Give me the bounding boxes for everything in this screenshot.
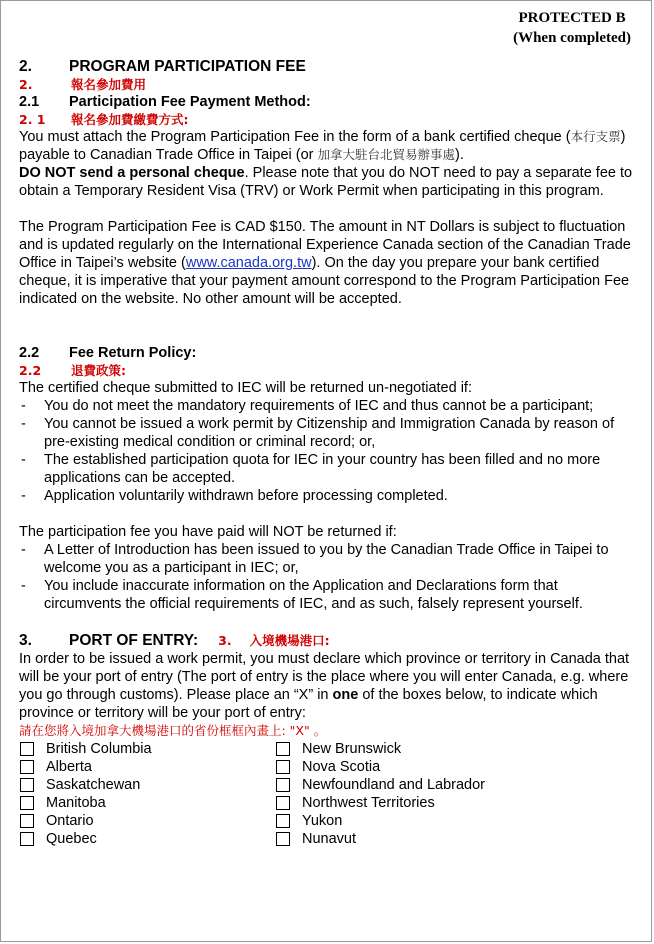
- port-instruction-zh: 請在您將入境加拿大機場港口的省份框框內畫上: "X" 。: [19, 723, 327, 738]
- fee-amount-paragraph: [19, 218, 639, 308]
- document-body: [19, 57, 639, 848]
- province-label: New Brunswick: [302, 741, 402, 757]
- checkbox[interactable]: [276, 760, 290, 774]
- checkbox[interactable]: [20, 760, 34, 774]
- section-3-number-zh: 3.: [218, 633, 232, 648]
- section-2-1-heading-zh: [19, 111, 639, 128]
- payment-text: . Please note that you do NOT need to pay a separate fee to obtain a Temporary Resident Visa (TRV) or Work Permit when participating in this program.: [19, 165, 633, 199]
- province-option-alberta[interactable]: [19, 758, 275, 776]
- province-option-saskatchewan[interactable]: [19, 776, 275, 794]
- payment-method-paragraph: [19, 128, 639, 200]
- payment-text: ).: [455, 147, 464, 163]
- checkbox[interactable]: [276, 778, 290, 792]
- list-item: - A Letter of Introduction has been issued to you by the Canadian Trade Office in Taipei to welcome you as a participant in IEC; or,: [19, 541, 639, 577]
- list-item: - You cannot be issued a work permit by Citizenship and Immigration Canada by reason of pre-existing medical condition or criminal record; or,: [19, 415, 639, 451]
- section-2-1-title-zh: 報名參加費繳費方式:: [71, 112, 189, 127]
- one-emphasis: one: [332, 687, 359, 703]
- port-text: of the boxes below, to indicate which province or territory will be your port of entry:: [19, 687, 598, 721]
- list-item: - The established participation quota for IEC in your country has been filled and no more applications can be accepted.: [19, 451, 639, 487]
- province-option-ontario[interactable]: [19, 812, 275, 830]
- province-option-manitoba[interactable]: [19, 794, 275, 812]
- list-item: - You include inaccurate information on the Application and Declarations form that circumvents the official requirements of IEC, and as such, falsely represent yourself.: [19, 577, 639, 613]
- province-label: Northwest Territories: [302, 795, 435, 811]
- port-of-entry-paragraph: [19, 650, 639, 722]
- section-3-heading-zh: [218, 631, 329, 650]
- fee-text: The Program Participation Fee is CAD $150. The amount in NT Dollars is subject to fluctuation and is updated regularly on the International Experience Canada section of the Canadian Trade Office in Taipei’s website (: [19, 219, 631, 271]
- section-3-number: 3.: [19, 632, 32, 649]
- non-return-intro: The participation fee you have paid will NOT be returned if:: [19, 524, 397, 540]
- canada-website-link[interactable]: www.canada.org.tw: [185, 255, 312, 271]
- bank-cheque-zh: 本行支票: [570, 129, 621, 144]
- province-label: Ontario: [46, 813, 94, 829]
- section-2-2-title: Fee Return Policy:: [69, 345, 197, 361]
- protected-label: PROTECTED B: [518, 10, 626, 26]
- checkbox[interactable]: [276, 814, 290, 828]
- protected-b-header: [513, 8, 631, 48]
- province-label: Nova Scotia: [302, 759, 381, 775]
- section-3-title: PORT OF ENTRY:: [69, 632, 199, 649]
- section-2-2-heading-zh: [19, 362, 639, 379]
- section-2-title: PROGRAM PARTICIPATION FEE: [69, 58, 306, 75]
- section-2-heading-zh: [19, 76, 639, 93]
- list-item: - You do not meet the mandatory requirements of IEC and thus cannot be a participant;: [19, 397, 639, 415]
- return-intro: The certified cheque submitted to IEC will be returned un-negotiated if:: [19, 380, 472, 396]
- province-option-newfoundland[interactable]: [275, 776, 575, 794]
- section-3-title-zh: 入境機場港口:: [249, 633, 330, 648]
- checkbox[interactable]: [20, 796, 34, 810]
- province-label: Newfoundland and Labrador: [302, 777, 485, 793]
- payment-text: ) payable to Canadian Trade Office in Taipei (or: [19, 129, 626, 163]
- checkbox[interactable]: [20, 778, 34, 792]
- province-option-british-columbia[interactable]: [19, 740, 275, 758]
- payment-text: You must attach the Program Participation Fee in the form of a bank certified cheque (: [19, 129, 571, 145]
- province-option-yukon[interactable]: [275, 812, 575, 830]
- checkbox[interactable]: [20, 742, 34, 756]
- section-3-heading: [19, 631, 639, 650]
- list-item: - Application voluntarily withdrawn before processing completed.: [19, 487, 639, 505]
- section-2-2-heading: [19, 344, 639, 362]
- section-2-1-heading: [19, 93, 639, 111]
- no-personal-cheque-warning: DO NOT send a personal cheque: [19, 165, 245, 181]
- fee-text: ). On the day you prepare your bank certified cheque, it is imperative that your payment amount correspond to the Program Participation Fee indicated on the website. No other amount will be accepted.: [19, 255, 630, 307]
- section-2-1-number-zh: 2. 1: [19, 112, 46, 127]
- section-2-number: 2.: [19, 58, 32, 75]
- province-checkbox-grid: [19, 740, 639, 848]
- province-label: Nunavut: [302, 831, 357, 847]
- section-2-2-title-zh: 退費政策:: [71, 363, 126, 378]
- when-completed-label: (When completed): [513, 30, 631, 46]
- section-2-2-number-zh: 2.2: [19, 363, 42, 378]
- province-option-quebec[interactable]: [19, 830, 275, 848]
- province-option-nunavut[interactable]: [275, 830, 575, 848]
- non-return-conditions-list: [19, 541, 639, 613]
- province-label: Yukon: [302, 813, 343, 829]
- checkbox[interactable]: [20, 814, 34, 828]
- province-option-new-brunswick[interactable]: [275, 740, 575, 758]
- section-2-1-title: Participation Fee Payment Method:: [69, 94, 311, 110]
- province-label: Quebec: [46, 831, 97, 847]
- checkbox[interactable]: [20, 832, 34, 846]
- province-label: Alberta: [46, 759, 92, 775]
- province-label: British Columbia: [46, 741, 152, 757]
- section-2-number-zh: 2.: [19, 77, 33, 92]
- trade-office-zh: 加拿大駐台北貿易辦事處: [317, 147, 456, 162]
- checkbox[interactable]: [276, 832, 290, 846]
- province-label: Saskatchewan: [46, 777, 141, 793]
- checkbox[interactable]: [276, 742, 290, 756]
- checkbox[interactable]: [276, 796, 290, 810]
- province-label: Manitoba: [46, 795, 106, 811]
- section-2-1-number: 2.1: [19, 94, 40, 110]
- province-option-nova-scotia[interactable]: [275, 758, 575, 776]
- province-option-northwest-territories[interactable]: [275, 794, 575, 812]
- section-2-title-zh: 報名參加費用: [71, 77, 147, 92]
- section-2-heading: [19, 57, 639, 76]
- port-text: In order to be issued a work permit, you must declare which province or territory in Canada that will be your port of entry (The port of entry is the place where you will enter Canada, e.g. where you go through customs). Please place an “X” in: [19, 651, 630, 703]
- section-2-2-number: 2.2: [19, 345, 40, 361]
- return-conditions-list: [19, 397, 639, 505]
